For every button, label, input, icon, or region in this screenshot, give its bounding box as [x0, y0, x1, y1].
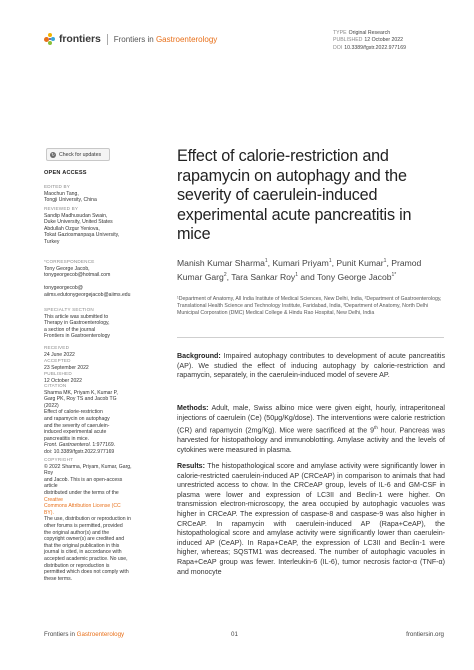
- author-name[interactable]: Pramod Kumar Garg: [177, 257, 422, 282]
- license-link[interactable]: Creative: [44, 496, 63, 503]
- abstract-background: Background: Impaired autophagy contributes to development of acute pancreatitis (AP). We studied the effect of inducing autophagy by calorie-restriction and rapamycin, separately, in the caerulein-induced model of severe AP.: [177, 352, 445, 380]
- meta-published: PUBLISHED 12 October 2022: [333, 37, 404, 44]
- footer-site-link[interactable]: frontiersin.org: [406, 631, 444, 638]
- author-name[interactable]: and Tony George Jacob: [300, 271, 392, 282]
- sidebar-edited-by: EDITED BY Maochun Tang, Tongji University, China: [44, 184, 97, 204]
- check-for-updates-button[interactable]: [46, 148, 110, 161]
- check-for-updates-label: Check for updates: [59, 151, 102, 158]
- author-list: Manish Kumar Sharma$^1$, Kumari Priyam$^1$, Punit Kumar$^1$, Pramod Kumar Garg$^2$, Tara Sankar Roy$^1$ and Tony George Jacob$^{1*}$: [177, 257, 422, 282]
- author-name[interactable]: Tara Sankar Roy: [231, 271, 296, 282]
- article-meta: [333, 30, 406, 52]
- article-title: Effect of calorie-restriction and rapamycin on autophagy and the severity of caerulein-induced experimental acute pancreatitis in mice: [177, 147, 412, 244]
- header-divider: [107, 34, 108, 45]
- sidebar-copyright: COPYRIGHT © 2022 Sharma, Priyam, Kumar, Garg, Roy and Jacob. This is an open-access article distributed under the terms of the Creative Commons Attribution License (CC BY). The use, distribution or reproduction in other forums is permitted, provided the original author(s) and the copyright owner(s) are credited and that the original publication in this journal is cited, in accordance with accepted academic practice. No use, distribution or reproduction is permitted which does not comply with these terms.: [44, 457, 132, 582]
- author-name[interactable]: Punit Kumar: [336, 257, 384, 268]
- sidebar-specialty: SPECIALTY SECTION This article was submitted to Therapy in Gastroenterology, a section of the journal Frontiers in Gastroenterology: [44, 307, 110, 340]
- sidebar-open-access: [44, 170, 132, 177]
- sidebar-reviewed-by: REVIEWED BY Sandip Madhusudan Swain, Duke University, United States Abdullah Ozgur Yeniova, Tokat Gaziosmanpaşa University, Turkey: [44, 206, 120, 245]
- sidebar-correspondence: *CORRESPONDENCE Tony George Jacob, tonygeorgecob@hotmail.com: [44, 259, 132, 279]
- author-name[interactable]: Manish Kumar Sharma: [177, 257, 265, 268]
- sidebar-citation: CITATION Sharma MK, Priyam K, Kumar P, Garg PK, Roy TS and Jacob TG (2022) Effect of calorie-restriction and rapamycin on autophagy and the severity of caerulein- induced experimental acute pancreatitis in mice. Front. Gastroenterol. 1:977169. doi: 10.3389/fgstr.2022.977169: [44, 383, 132, 456]
- correspondence-email-1[interactable]: tonygeorgecob@hotmail.com: [44, 272, 111, 279]
- open-access-label: OPEN ACCESS: [44, 170, 87, 176]
- abstract-methods: Methods: Adult, male, Swiss albino mice were given eight, hourly, intraperitoneal injections of caerulein (Ce) (50μg/Kg/dose). The interventions were calorie restriction (CR) and rapamycin (2mg/Kg). Mice were sacrificed at the 9th hour. Pancreas was harvested for histopathology and immunoblotting. Amylase activity and the levels of cytokines were measured in plasma.: [177, 404, 445, 454]
- citation-doi[interactable]: doi: 10.3389/fgstr.2022.977169: [44, 448, 115, 455]
- section-divider: [177, 337, 444, 338]
- journal-header: [44, 33, 217, 45]
- meta-doi[interactable]: DOI 10.3389/fgstr.2022.977169: [333, 44, 406, 51]
- correspondence-email-2: tonygeorgecob@: [44, 285, 83, 291]
- license-link-cont[interactable]: Commons Attribution License (CC BY).: [44, 503, 121, 516]
- meta-type: TYPE Original Research: [333, 30, 391, 36]
- brand-name[interactable]: frontiers: [59, 33, 101, 45]
- page-number: 01: [231, 631, 238, 638]
- correspondence-email-3: aiims.edutonygeorgejacob@aiims.edu: [44, 291, 131, 298]
- refresh-icon: ↻: [51, 151, 55, 157]
- footer-journal[interactable]: Frontiers in Gastroenterology: [44, 631, 125, 638]
- affiliations: ¹Department of Anatomy, All India Institute of Medical Sciences, New Delhi, India, ²Department of Gastroenterology, Translational Health Science and Technology Institute, Faridabad, India, ³Department of Anatomy, North Delhi Municipal Corporation (DMC) Medical College & Hindu Rao Hospital, New Delhi, India: [177, 296, 442, 317]
- sidebar-dates: RECEIVED 24 June 2022 ACCEPTED 23 September 2022 PUBLISHED 12 October 2022: [44, 345, 89, 384]
- sidebar-emails[interactable]: [44, 285, 132, 298]
- author-name[interactable]: Kumari Priyam: [272, 257, 329, 268]
- journal-name[interactable]: Frontiers in Gastroenterology: [113, 34, 218, 44]
- frontiers-logo-icon: [44, 33, 56, 45]
- abstract-results: Results: The histopathological score and amylase activity were significantly lower in calorie-restricted caerulein-induced AP (CRCeAP) in comparison to animals that had unrestricted access to chow. In the CRCeAP group, levels of IL-6 and GM-CSF in plasma were lower and expression of LC3II and Beclin-1 were higher. On transmission electron-microscopy, the area occupied by autophagic vacuoles was higher in CRCeAP. The expression of caspase-8 and caspase-9 was also higher in CRCeAP. In rapamycin with caerulein-induced AP (Rapa+CeAP), the histopathological score and amylase activity were significantly lower than caerulein-induced AP (CeAP). In Rapa+CeAP, the expression of LC3II and Beclin-1 were higher, whereas; SQSTM1 was decreased. The number of autophagic vacuoles in Rapa+CeAP group was fewer. Interleukin-6 (IL-6), tumor necrosis factor-α (TNF-α) and monocyte: [177, 462, 445, 576]
